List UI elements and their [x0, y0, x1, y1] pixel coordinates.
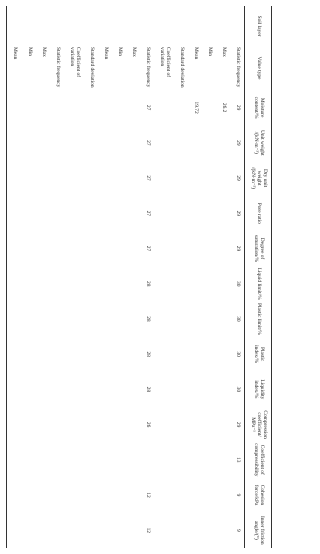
- col-header: Compression coefficient/ MPa⁻¹: [245, 407, 272, 442]
- table-cell: [36, 372, 50, 407]
- table-cell: [98, 160, 112, 195]
- table-cell: [154, 337, 174, 372]
- table-cell: [126, 477, 140, 512]
- table-cell: [84, 337, 98, 372]
- soil-layer-cell: [50, 6, 64, 46]
- table-cell: [126, 301, 140, 336]
- table-cell: 27: [144, 140, 151, 146]
- table-cell: [64, 513, 84, 548]
- table-cell: [188, 266, 202, 301]
- table-cell: [174, 125, 188, 160]
- table-cell: [154, 301, 174, 336]
- table-cell: [126, 160, 140, 195]
- soil-layer-cell: [7, 6, 22, 46]
- table-cell: [22, 407, 36, 442]
- table-row: [98, 6, 112, 548]
- table-cell: [36, 160, 50, 195]
- table-cell: 12: [144, 527, 151, 533]
- table-cell: [22, 160, 36, 195]
- table-cell: [64, 266, 84, 301]
- table-row: [174, 6, 188, 548]
- value-type-cell: Min: [206, 47, 213, 56]
- table-cell: [22, 125, 36, 160]
- value-type-cell: Mean: [7, 46, 22, 90]
- table-cell: [202, 477, 216, 512]
- table-cell: [188, 231, 202, 266]
- soil-layer-cell: [216, 6, 230, 46]
- table-cell: [202, 337, 216, 372]
- table-row: [64, 6, 84, 548]
- table-cell: [126, 442, 140, 477]
- table-cell: [22, 266, 36, 301]
- table-cell: [36, 513, 50, 548]
- table-cell: [174, 372, 188, 407]
- table-row: [22, 6, 36, 548]
- table-cell: [64, 160, 84, 195]
- table-row: [50, 6, 64, 548]
- table-cell: [154, 231, 174, 266]
- table-cell: [7, 407, 22, 442]
- table-cell: [216, 125, 230, 160]
- table-cell: 28: [144, 316, 151, 322]
- table-cell: [64, 301, 84, 336]
- soil-layer-cell: [36, 6, 50, 46]
- value-type-cell: Standard deviation: [88, 47, 95, 88]
- table-cell: [188, 337, 202, 372]
- soil-layer-cell: [64, 6, 84, 46]
- table-cell: [98, 513, 112, 548]
- table-cell: [112, 160, 126, 195]
- table-cell: [98, 372, 112, 407]
- table-row: [140, 6, 154, 548]
- table-cell: [174, 160, 188, 195]
- table-cell: [202, 442, 216, 477]
- table-cell: [84, 196, 98, 231]
- table-cell: [188, 477, 202, 512]
- table-row: [188, 6, 202, 548]
- table-cell: 27: [144, 175, 151, 181]
- col-header: Liquid limit/%: [245, 266, 272, 301]
- table-cell: [7, 266, 22, 301]
- table-cell: [112, 196, 126, 231]
- soil-layer-cell: [22, 6, 36, 46]
- table-cell: [202, 407, 216, 442]
- table-cell: 30: [234, 386, 241, 393]
- value-type-cell: Statistic frequency: [234, 47, 241, 88]
- table-cell: [216, 513, 230, 548]
- col-header: Liquidity index/%: [245, 372, 272, 407]
- table-cell: [216, 372, 230, 407]
- table-cell: 29: [234, 104, 241, 111]
- table-cell: [22, 231, 36, 266]
- table-cell: [202, 266, 216, 301]
- table-cell: [64, 442, 84, 477]
- table-cell: [22, 477, 36, 512]
- table-cell: [98, 442, 112, 477]
- col-header: Plastic index/%: [245, 337, 272, 372]
- table-cell: 29: [234, 421, 241, 428]
- table-cell: [50, 372, 64, 407]
- table-cell: [84, 266, 98, 301]
- table-cell: [50, 266, 64, 301]
- table-cell: [112, 477, 126, 512]
- table-cell: 28: [144, 281, 151, 287]
- table-cell: [174, 477, 188, 512]
- value-type-cell: Standard deviation: [178, 47, 185, 88]
- table-cell: [84, 407, 98, 442]
- table-cell: [50, 90, 64, 125]
- table-cell: [98, 231, 112, 266]
- soil-layer-cell: [230, 6, 245, 46]
- table-cell: [188, 407, 202, 442]
- soil-layer-cell: [98, 6, 112, 46]
- table-cell: [64, 337, 84, 372]
- table-cell: [84, 231, 98, 266]
- table-cell: [188, 372, 202, 407]
- table-cell: [112, 407, 126, 442]
- table-cell: [202, 160, 216, 195]
- table-cell: [98, 125, 112, 160]
- table-row: [216, 6, 230, 548]
- table-cell: [188, 301, 202, 336]
- table-row: [7, 6, 22, 548]
- table-cell: [216, 337, 230, 372]
- table-cell: [216, 231, 230, 266]
- table-cell: [126, 337, 140, 372]
- table-cell: [112, 442, 126, 477]
- soil-layer-cell: [140, 6, 154, 46]
- table-cell: [22, 513, 36, 548]
- table-cell: [36, 442, 50, 477]
- table-cell: [36, 231, 50, 266]
- table-cell: [36, 407, 50, 442]
- value-type-cell: Statistic frequency: [54, 47, 61, 88]
- table-cell: [7, 90, 22, 125]
- table-cell: [7, 231, 22, 266]
- table-cell: [112, 372, 126, 407]
- table-cell: [50, 337, 64, 372]
- table-cell: [112, 513, 126, 548]
- table-cell: [50, 407, 64, 442]
- table-cell: [202, 90, 216, 125]
- col-header: Cohesion force/kPa: [245, 477, 272, 512]
- table-cell: [22, 442, 36, 477]
- table-cell: 12: [144, 492, 151, 498]
- table-cell: 26: [144, 421, 151, 428]
- table-cell: [36, 125, 50, 160]
- table-cell: [7, 372, 22, 407]
- table-cell: [154, 372, 174, 407]
- table-cell: [216, 477, 230, 512]
- table-cell: [202, 372, 216, 407]
- table-cell: [84, 90, 98, 125]
- table-cell: [50, 196, 64, 231]
- soil-properties-table: [6, 6, 272, 548]
- value-type-cell: Coefficient of variation: [158, 47, 171, 77]
- table-cell: [174, 90, 188, 125]
- table-cell: [216, 196, 230, 231]
- table-cell: [98, 301, 112, 336]
- table-cell: 29: [234, 210, 241, 216]
- table-cell: [188, 442, 202, 477]
- table-cell: [154, 407, 174, 442]
- table-cell: [112, 125, 126, 160]
- table-cell: [174, 337, 188, 372]
- table-cell: [98, 477, 112, 512]
- table-cell: [22, 337, 36, 372]
- table-cell: [22, 372, 36, 407]
- table-cell: [126, 196, 140, 231]
- table-cell: 28: [144, 386, 151, 393]
- table-row: [230, 6, 245, 548]
- table-cell: [154, 442, 174, 477]
- table-cell: [202, 125, 216, 160]
- table-cell: [64, 372, 84, 407]
- table-header-row: [245, 6, 272, 548]
- table-cell: [36, 90, 50, 125]
- table-cell: 29: [234, 175, 241, 181]
- table-cell: [22, 196, 36, 231]
- col-header: Moisture content/%: [245, 90, 272, 125]
- table-row: [36, 6, 50, 548]
- table-cell: [126, 125, 140, 160]
- table-cell: [216, 160, 230, 195]
- value-type-cell: Mean: [102, 47, 109, 60]
- value-type-cell: Max: [130, 47, 137, 57]
- table-cell: [50, 160, 64, 195]
- col-header: Value type: [245, 46, 272, 90]
- table-cell: [7, 196, 22, 231]
- table-cell: 9: [234, 528, 241, 532]
- table-cell: 27: [144, 245, 151, 252]
- table-cell: [112, 337, 126, 372]
- soil-layer-cell: [154, 6, 174, 46]
- table-cell: [112, 90, 126, 125]
- value-type-cell: Max: [40, 47, 47, 57]
- value-type-cell: Min: [26, 47, 33, 56]
- table-cell: 27: [144, 210, 151, 216]
- table-cell: 29: [234, 245, 241, 252]
- value-type-cell: Min: [116, 47, 123, 56]
- table-row: [154, 6, 174, 548]
- table-cell: [154, 513, 174, 548]
- table-cell: 29: [234, 140, 241, 146]
- table-cell: [112, 266, 126, 301]
- table-cell: [7, 513, 22, 548]
- table-cell: [202, 301, 216, 336]
- table-cell: [140, 442, 154, 477]
- table-cell: [174, 513, 188, 548]
- table-cell: [216, 442, 230, 477]
- col-header: Inner friction angle/(°): [245, 513, 272, 548]
- table-cell: [50, 125, 64, 160]
- table-cell: [202, 513, 216, 548]
- table-cell: [36, 196, 50, 231]
- soil-layer-cell: [202, 6, 216, 46]
- table-cell: [98, 337, 112, 372]
- soil-layer-cell: [174, 6, 188, 46]
- value-type-cell: Coefficient of variation: [68, 47, 81, 77]
- table-row: [126, 6, 140, 548]
- table-cell: [64, 407, 84, 442]
- col-header: Dry unit weight /(kN·m⁻³): [245, 160, 272, 195]
- value-type-cell: Statistic frequency: [144, 47, 151, 88]
- soil-layer-cell: [84, 6, 98, 46]
- table-cell: 13: [234, 457, 241, 463]
- table-cell: [7, 337, 22, 372]
- table-cell: [154, 477, 174, 512]
- table-cell: 26.2: [220, 102, 227, 113]
- table-cell: [202, 196, 216, 231]
- table-cell: [98, 407, 112, 442]
- table-cell: [112, 301, 126, 336]
- table-cell: [126, 231, 140, 266]
- table-row: [202, 6, 216, 548]
- table-cell: [64, 477, 84, 512]
- table-cell: [126, 266, 140, 301]
- value-type-cell: Max: [220, 47, 227, 57]
- table-cell: [84, 477, 98, 512]
- value-type-cell: Mean: [192, 47, 199, 60]
- table-cell: [216, 301, 230, 336]
- table-cell: [7, 301, 22, 336]
- col-header: Pore ratio: [245, 196, 272, 231]
- table-cell: 19.72: [192, 101, 199, 114]
- soil-layer-cell: [188, 6, 202, 46]
- table-cell: [98, 196, 112, 231]
- table-cell: [154, 160, 174, 195]
- table-cell: [7, 477, 22, 512]
- table-cell: [50, 477, 64, 512]
- table-cell: [174, 301, 188, 336]
- table-cell: 9: [234, 493, 241, 497]
- soil-layer-cell: [112, 6, 126, 46]
- table-cell: [50, 513, 64, 548]
- table-cell: [64, 231, 84, 266]
- table-cell: [64, 90, 84, 125]
- table-cell: [112, 231, 126, 266]
- table-cell: [126, 513, 140, 548]
- table-cell: [7, 125, 22, 160]
- table-body: [7, 6, 245, 548]
- table-cell: 27: [144, 104, 151, 111]
- table-cell: [216, 266, 230, 301]
- table-cell: [126, 372, 140, 407]
- table-cell: [36, 301, 50, 336]
- table-cell: [188, 125, 202, 160]
- table-cell: [84, 125, 98, 160]
- table-cell: [188, 513, 202, 548]
- table-cell: [188, 196, 202, 231]
- table-cell: [174, 442, 188, 477]
- col-header: Plastic limit/%: [245, 301, 272, 336]
- table-cell: [216, 407, 230, 442]
- table-cell: 30: [234, 316, 241, 322]
- table-row: [84, 6, 98, 548]
- table-cell: [36, 337, 50, 372]
- table-cell: [154, 196, 174, 231]
- col-header: Unit weight /(kN·m⁻³): [245, 125, 272, 160]
- table-cell: [7, 160, 22, 195]
- table-cell: [154, 125, 174, 160]
- table-cell: [174, 196, 188, 231]
- col-header: Soil layer: [245, 6, 272, 46]
- table-cell: [22, 90, 36, 125]
- table-cell: [64, 125, 84, 160]
- table-cell: 30: [234, 351, 241, 357]
- table-cell: [98, 90, 112, 125]
- table-cell: [126, 90, 140, 125]
- table-cell: [174, 407, 188, 442]
- table-cell: [202, 231, 216, 266]
- table-cell: 28: [144, 351, 151, 357]
- table-cell: [7, 442, 22, 477]
- col-header: Coefficient of compressibility: [245, 442, 272, 477]
- table-cell: [126, 407, 140, 442]
- table-cell: [98, 266, 112, 301]
- table-cell: [174, 231, 188, 266]
- table-cell: [154, 266, 174, 301]
- table-cell: 30: [234, 281, 241, 287]
- table-cell: [84, 513, 98, 548]
- table-cell: [50, 442, 64, 477]
- table-row: [112, 6, 126, 548]
- table-cell: [84, 442, 98, 477]
- table-cell: [84, 160, 98, 195]
- table-cell: [188, 160, 202, 195]
- table-cell: [50, 301, 64, 336]
- table-cell: [50, 231, 64, 266]
- table-cell: [36, 477, 50, 512]
- table-cell: [22, 301, 36, 336]
- table-cell: [174, 266, 188, 301]
- table-cell: [84, 301, 98, 336]
- table-cell: [36, 266, 50, 301]
- soil-layer-cell: [126, 6, 140, 46]
- table-cell: [64, 196, 84, 231]
- table-cell: [154, 90, 174, 125]
- col-header: Degree of saturation/%: [245, 231, 272, 266]
- table-cell: [84, 372, 98, 407]
